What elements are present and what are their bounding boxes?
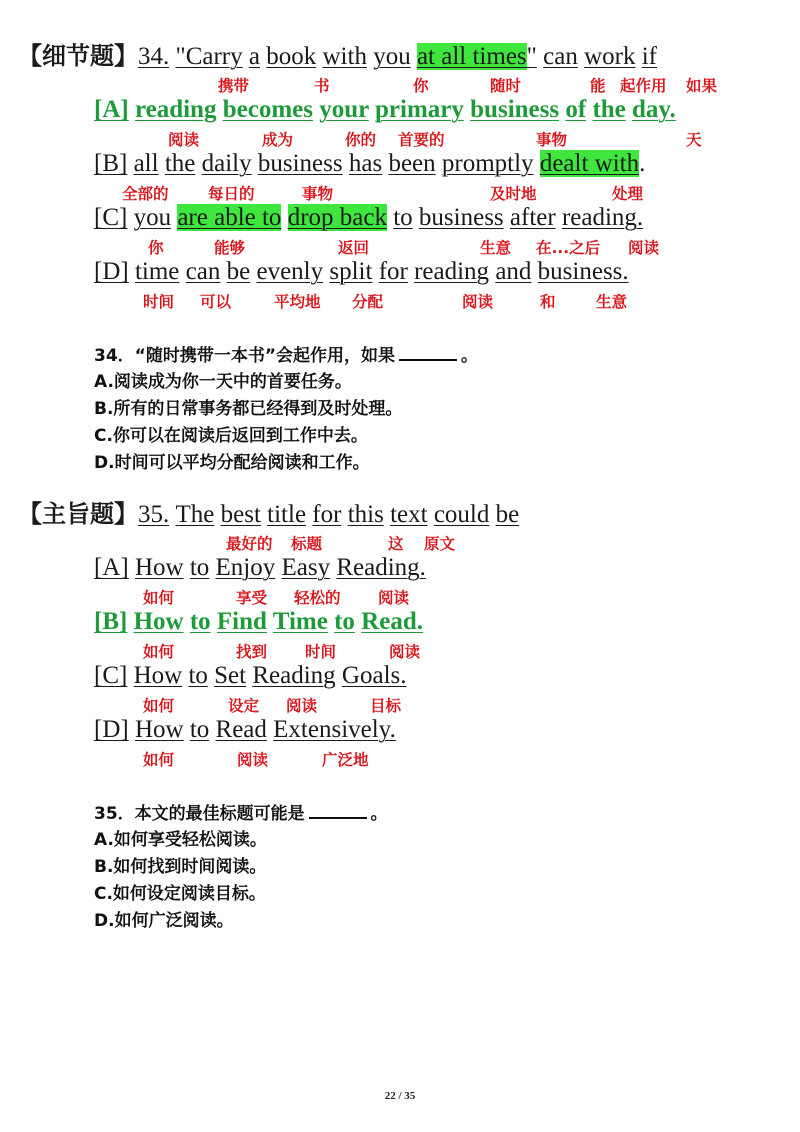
- gloss: 每日的: [208, 185, 255, 203]
- option-letter: [C]: [94, 662, 128, 689]
- stem-quote: ": [526, 43, 537, 70]
- gloss: 阅读: [389, 643, 421, 661]
- gloss: 能够: [214, 239, 246, 257]
- gloss: 阅读: [462, 293, 494, 311]
- gloss: 和: [540, 293, 556, 311]
- option-word: promptly: [441, 150, 534, 177]
- option-word: business: [418, 204, 504, 231]
- q35-tag: 【主旨题】: [18, 500, 138, 528]
- option-word: Read: [215, 716, 267, 743]
- gloss: 原文: [424, 535, 456, 553]
- cn-question-text: 35．本文的最佳标题可能是: [94, 804, 305, 824]
- q35-cn-option-a: A.如何享受轻松阅读。: [94, 830, 267, 850]
- q34-tag: 【细节题】: [18, 42, 138, 70]
- option-word: Read.: [361, 608, 423, 635]
- gloss: 分配: [352, 293, 384, 311]
- option-word: Reading.: [336, 554, 426, 581]
- option-word: primary: [375, 96, 464, 123]
- stem-word: title: [267, 501, 307, 528]
- gloss: 找到: [236, 643, 268, 661]
- q35-number: 35.: [138, 501, 170, 528]
- option-word: to: [189, 716, 210, 743]
- highlighted-phrase: at all times: [416, 43, 527, 70]
- stem-word: work: [584, 43, 636, 70]
- option-word: the: [592, 96, 626, 123]
- gloss: 你的: [345, 131, 377, 149]
- gloss: 享受: [236, 589, 268, 607]
- gloss: 及时地: [490, 185, 537, 203]
- option-period: .: [639, 150, 646, 177]
- gloss: 广泛地: [322, 751, 369, 769]
- option-word: to: [188, 662, 208, 689]
- option-word: How: [133, 662, 183, 689]
- stem-word: you: [373, 43, 411, 70]
- q35-cn-option-c: C.如何设定阅读目标。: [94, 884, 266, 904]
- gloss: 你: [413, 77, 429, 95]
- gloss: 天: [686, 131, 702, 149]
- q34-cn-option-c: C.你可以在阅读后返回到工作中去。: [94, 426, 368, 446]
- option-word: for: [378, 258, 408, 285]
- option-letter: [D]: [94, 258, 129, 285]
- option-word: can: [185, 258, 221, 285]
- answer-blank: [309, 803, 367, 819]
- q34-option-a: [94, 94, 676, 126]
- stem-word: "Carry: [175, 43, 243, 70]
- cn-question-end: 。: [461, 346, 479, 366]
- gloss: 平均地: [274, 293, 321, 311]
- page-number: 22 / 35: [384, 1090, 416, 1102]
- option-word: the: [164, 150, 196, 177]
- gloss: 设定: [228, 697, 260, 715]
- stem-word: The: [175, 501, 215, 528]
- gloss: 标题: [291, 535, 323, 553]
- stem-word: this: [347, 501, 384, 528]
- option-word: to: [189, 608, 211, 635]
- stem-word: book: [266, 43, 317, 70]
- option-word: business.: [537, 258, 629, 285]
- gloss: 最好的: [226, 535, 273, 553]
- gloss: 全部的: [122, 185, 169, 203]
- option-letter: [B]: [94, 150, 128, 177]
- gloss: 事物: [302, 185, 334, 203]
- q34-option-d: [94, 256, 629, 288]
- gloss: 事物: [536, 131, 568, 149]
- option-word: day.: [632, 96, 676, 123]
- stem-word: best: [220, 501, 261, 528]
- gloss: 这: [388, 535, 404, 553]
- gloss: 首要的: [398, 131, 445, 149]
- stem-word: can: [543, 43, 578, 70]
- q35-cn-question: [94, 802, 388, 826]
- option-letter: [D]: [94, 716, 129, 743]
- cn-question-text: 34．“随时携带一本书”会起作用，如果: [94, 346, 396, 366]
- gloss: 能: [590, 77, 606, 95]
- option-word: becomes: [222, 96, 313, 123]
- highlighted-phrase: are able to: [177, 204, 282, 231]
- cn-question-end: 。: [370, 804, 388, 824]
- q34-option-b: [94, 148, 645, 180]
- gloss: 成为: [262, 131, 294, 149]
- option-word: to: [393, 204, 413, 231]
- option-word: has: [348, 150, 383, 177]
- q34-cn-option-a: A.阅读成为你一天中的首要任务。: [94, 372, 352, 392]
- gloss: 处理: [612, 185, 644, 203]
- option-word: business: [257, 150, 343, 177]
- option-word: Set: [214, 662, 247, 689]
- option-word: business: [470, 96, 560, 123]
- stem-word: a: [248, 43, 260, 70]
- option-word: split: [329, 258, 373, 285]
- option-word: Easy: [281, 554, 331, 581]
- option-word: Time: [272, 608, 328, 635]
- option-word: to: [334, 608, 355, 635]
- answer-blank: [399, 345, 457, 361]
- option-word: Reading: [252, 662, 336, 689]
- gloss: 可以: [200, 293, 232, 311]
- q34-cn-question: [94, 344, 478, 368]
- option-word: you: [133, 204, 172, 231]
- q35-cn-option-d: D.如何广泛阅读。: [94, 911, 234, 931]
- gloss: 阅读: [378, 589, 410, 607]
- q34-stem: [18, 40, 657, 73]
- option-word: after: [509, 204, 556, 231]
- option-word: reading.: [561, 204, 644, 231]
- highlighted-phrase: drop back: [287, 204, 387, 231]
- option-word: be: [226, 258, 251, 285]
- q34-cn-option-d: D.时间可以平均分配给阅读和工作。: [94, 453, 370, 473]
- option-word: all: [133, 150, 159, 177]
- gloss: 携带: [218, 77, 250, 95]
- gloss: 目标: [370, 697, 402, 715]
- stem-word: if: [641, 43, 657, 70]
- q35-cn-option-b: B.如何找到时间阅读。: [94, 857, 267, 877]
- gloss: 阅读: [168, 131, 200, 149]
- option-word: Enjoy: [215, 554, 276, 581]
- gloss: 如何: [143, 751, 175, 769]
- gloss: 生意: [480, 239, 512, 257]
- q34-cn-option-b: B.所有的日常事务都已经得到及时处理。: [94, 399, 403, 419]
- option-word: daily: [201, 150, 252, 177]
- option-word: of: [565, 96, 587, 123]
- gloss: 如何: [143, 697, 175, 715]
- option-letter: [B]: [94, 608, 128, 635]
- q34-option-c: [94, 202, 643, 234]
- gloss: 轻松的: [294, 589, 341, 607]
- gloss: 你: [148, 239, 164, 257]
- option-word: reading: [134, 96, 217, 123]
- option-word: Find: [216, 608, 267, 635]
- stem-word: be: [495, 501, 520, 528]
- gloss: 如果: [686, 77, 718, 95]
- option-word: How: [134, 716, 184, 743]
- option-word: Extensively.: [273, 716, 396, 743]
- gloss: 阅读: [628, 239, 660, 257]
- gloss: 如何: [143, 643, 175, 661]
- stem-word: could: [433, 501, 490, 528]
- option-word: and: [495, 258, 532, 285]
- gloss: 时间: [143, 293, 175, 311]
- q35-option-c: [94, 660, 407, 692]
- option-letter: [C]: [94, 204, 128, 231]
- option-word: How: [134, 554, 184, 581]
- option-word: been: [388, 150, 436, 177]
- gloss: 生意: [596, 293, 628, 311]
- gloss: 随时: [490, 77, 522, 95]
- q35-stem: [18, 498, 519, 531]
- stem-word: text: [390, 501, 428, 528]
- gloss: 在...之后: [536, 239, 601, 257]
- q35-option-b: [94, 606, 423, 638]
- option-letter: [A]: [94, 554, 129, 581]
- option-word: reading: [414, 258, 490, 285]
- gloss: 起作用: [620, 77, 667, 95]
- gloss: 阅读: [286, 697, 318, 715]
- gloss: 阅读: [237, 751, 269, 769]
- stem-word: for: [312, 501, 342, 528]
- q35-option-d: [94, 714, 396, 746]
- highlighted-phrase: dealt with: [539, 150, 640, 177]
- gloss: 返回: [338, 239, 370, 257]
- option-word: Goals.: [341, 662, 407, 689]
- option-word: time: [134, 258, 180, 285]
- option-word: to: [189, 554, 210, 581]
- q34-number: 34.: [138, 43, 170, 70]
- option-word: evenly: [256, 258, 324, 285]
- gloss: 时间: [305, 643, 337, 661]
- option-letter: [A]: [94, 96, 129, 123]
- stem-word: with: [322, 43, 367, 70]
- option-word: your: [319, 96, 369, 123]
- gloss: 书: [314, 77, 330, 95]
- q35-option-a: [94, 552, 426, 584]
- option-word: How: [133, 608, 184, 635]
- gloss: 如何: [143, 589, 175, 607]
